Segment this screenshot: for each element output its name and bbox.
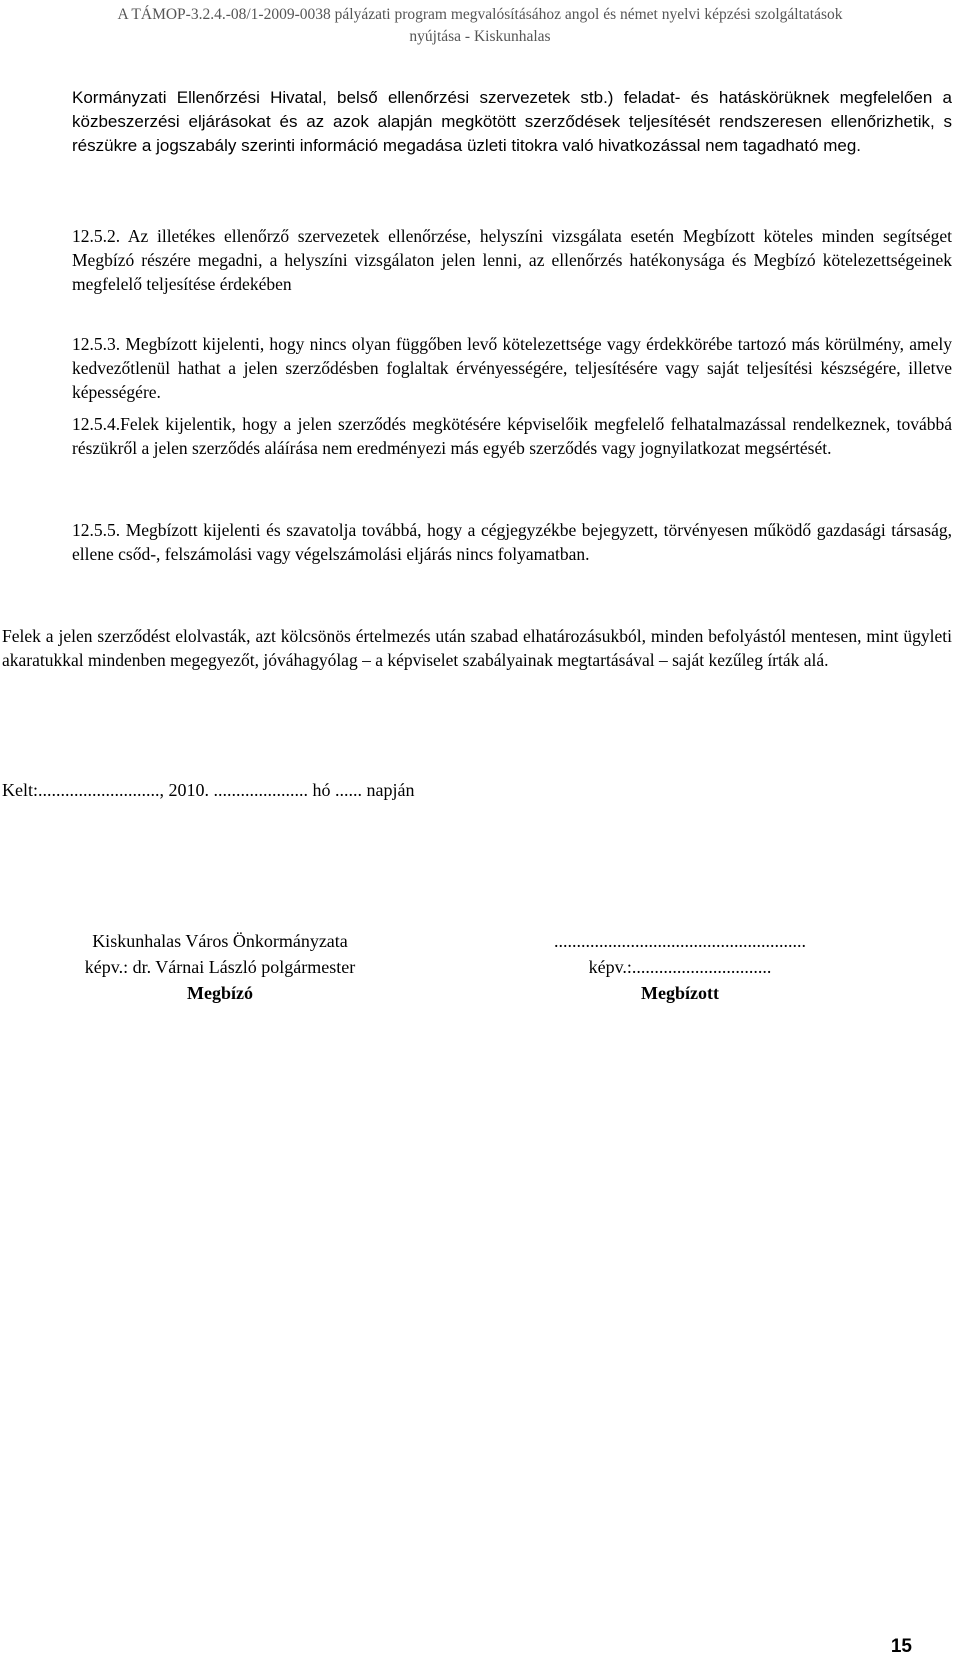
header-line-2: nyújtása - Kiskunhalas <box>409 28 551 45</box>
paragraph-closing: Felek a jelen szerződést elolvasták, azt kölcsönös értelmezés után szabad elhatározásukból, minden befolyástól mentesen, mint ügyleti akaratukkal mindenben megegyezőt, jóváhagyólag – a képviselet szabályainak megtartásával – saját kezűleg írták alá. <box>2 626 952 670</box>
signature-left-role: Megbízó <box>187 983 253 1003</box>
place-date-line: Kelt:..........................., 2010. ..................... hó ...... napján <box>2 780 415 800</box>
signature-right-org: ........................................................ <box>554 931 806 951</box>
page-header <box>0 4 960 48</box>
paragraph-12-5-2: 12.5.2. Az illetékes ellenőrző szervezetek ellenőrzése, helyszíni vizsgálata esetén Megbízott köteles minden segítséget Megbízó részére megadni, a helyszíni vizsgálaton jelen lenni, az ellenőrzés hatékonysága és Megbízó kötelezettségeinek megfelelő teljesítése érdekében <box>72 226 952 294</box>
signature-block-left <box>20 928 420 1006</box>
section-12-5-4 <box>72 412 952 460</box>
paragraph-12-5-4: 12.5.4.Felek kijelentik, hogy a jelen szerződés megkötésére képviselőik megfelelő felhatalmazással rendelkeznek, továbbá részükről a jelen szerződés aláírása nem eredményezi más egyéb szerződés vagy jognyilatkozat megsértését. <box>72 414 952 458</box>
body-intro <box>72 86 952 158</box>
paragraph-12-5-5: 12.5.5. Megbízott kijelenti és szavatolja továbbá, hogy a cégjegyzékbe bejegyzett, törvényesen működő gazdasági társaság, ellene csőd-, felszámolási vagy végelszámolási eljárás nincs folyamatban. <box>72 520 952 564</box>
header-line-1: A TÁMOP-3.2.4.-08/1-2009-0038 pályázati program megvalósításához angol és német nyelvi képzési szolgáltatások <box>117 6 843 23</box>
signature-left-org: Kiskunhalas Város Önkormányzata <box>92 931 348 951</box>
page-number: 15 <box>890 1636 912 1657</box>
paragraph-intro: Kormányzati Ellenőrzési Hivatal, belső ellenőrzési szervezetek stb.) feladat- és hatáskörüknek megfelelően a közbeszerzési eljárásokat és az azok alapján megkötött szerződések teljesítését rendszeresen ellenőrizhetik, s részükre a jogszabály szerinti információ megadása üzleti titokra való hivatkozással nem tagadható meg. <box>72 88 952 155</box>
section-12-5-5 <box>72 518 952 566</box>
closing-section <box>2 624 952 672</box>
section-12-5-3 <box>72 332 952 404</box>
signature-right-role: Megbízott <box>641 983 719 1003</box>
signature-right-rep: képv.:............................... <box>588 957 772 977</box>
section-12-5-2 <box>72 224 952 296</box>
signature-left-rep: képv.: dr. Várnai László polgármester <box>84 957 356 977</box>
signature-block-right <box>500 928 860 1006</box>
paragraph-12-5-3: 12.5.3. Megbízott kijelenti, hogy nincs olyan függőben levő kötelezettsége vagy érdekkörébe tartozó más körülmény, amely kedvezőtlenül hathat a jelen szerződésben foglaltak érvényességére, teljesítésére vagy saját teljesítési készségére, illetve képességére. <box>72 334 952 402</box>
